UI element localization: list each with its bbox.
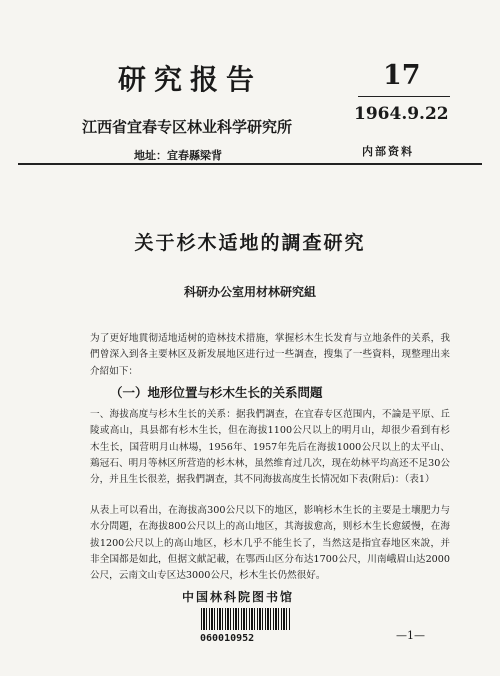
header-rule-short bbox=[358, 96, 450, 97]
internal-label: 内部资料 bbox=[362, 145, 414, 158]
document-authors: 科研办公室用材林研究組 bbox=[183, 285, 316, 299]
header-rule bbox=[18, 163, 482, 165]
report-title: 研究报告 bbox=[118, 63, 263, 96]
library-stamp: 中国林科院图书馆 bbox=[182, 590, 295, 604]
body-paragraph: 一、海拔高度与杉木生长的关系：据我們調查，在宜春专区范围内，不論是平原、丘陵或高山，具县都有杉木生长，但在海拔1100公尺以上的明月山，却很少看到有杉木生长，国营明月山林場，1956年、1957年先后在海拔1000公尺以上的太平山、鶏冠石、明月等林区所营造的杉木林，虽然维育过几次，现在幼林平均高还不足30公分，并且生长很差，据我們調查，其不同海拔高度生长情况如下表(附后)：（表1） bbox=[90, 409, 450, 486]
report-number: 17 bbox=[383, 60, 421, 91]
barcode-number: 060010952 bbox=[200, 633, 255, 644]
address: 地址：宜春縣梁背 bbox=[134, 149, 222, 162]
document-title: 关于杉木适地的調查研究 bbox=[134, 232, 366, 254]
institute-name: 江西省宜春专区林业科学研究所 bbox=[82, 118, 293, 136]
body-paragraph: 从表上可以看出，在海拔高300公尺以下的地区，影响杉木生长的主要是土壤肥力与水分問題，在海拔800公尺以上的高山地区，其海拔愈高，则杉木生长愈緩慢，在海拔1200公尺以上的高山地区，杉木几乎不能生长了，当然这是指宜春地区來說，并非全国都是如此，但据文献記載，在鄂西山区分布达1700公尺，川南峨眉山达2000公尺，云南文山专区达3000公尺，杉木生长仍然很好。 bbox=[90, 505, 450, 582]
intro-paragraph: 为了更好地貫彻适地适树的造林技术措施，掌握杉木生长发育与立地条件的关系，我們曾深入到各主要林区及新发展地区进行过一些調查，搜集了一些資料，现整理出来介紹如下： bbox=[90, 333, 450, 377]
section-heading: （一）地形位置与杉木生长的关系問題 bbox=[110, 385, 323, 400]
report-date: 1964.9.22 bbox=[354, 104, 449, 124]
barcode bbox=[201, 608, 291, 630]
page-number: —1— bbox=[396, 629, 425, 642]
